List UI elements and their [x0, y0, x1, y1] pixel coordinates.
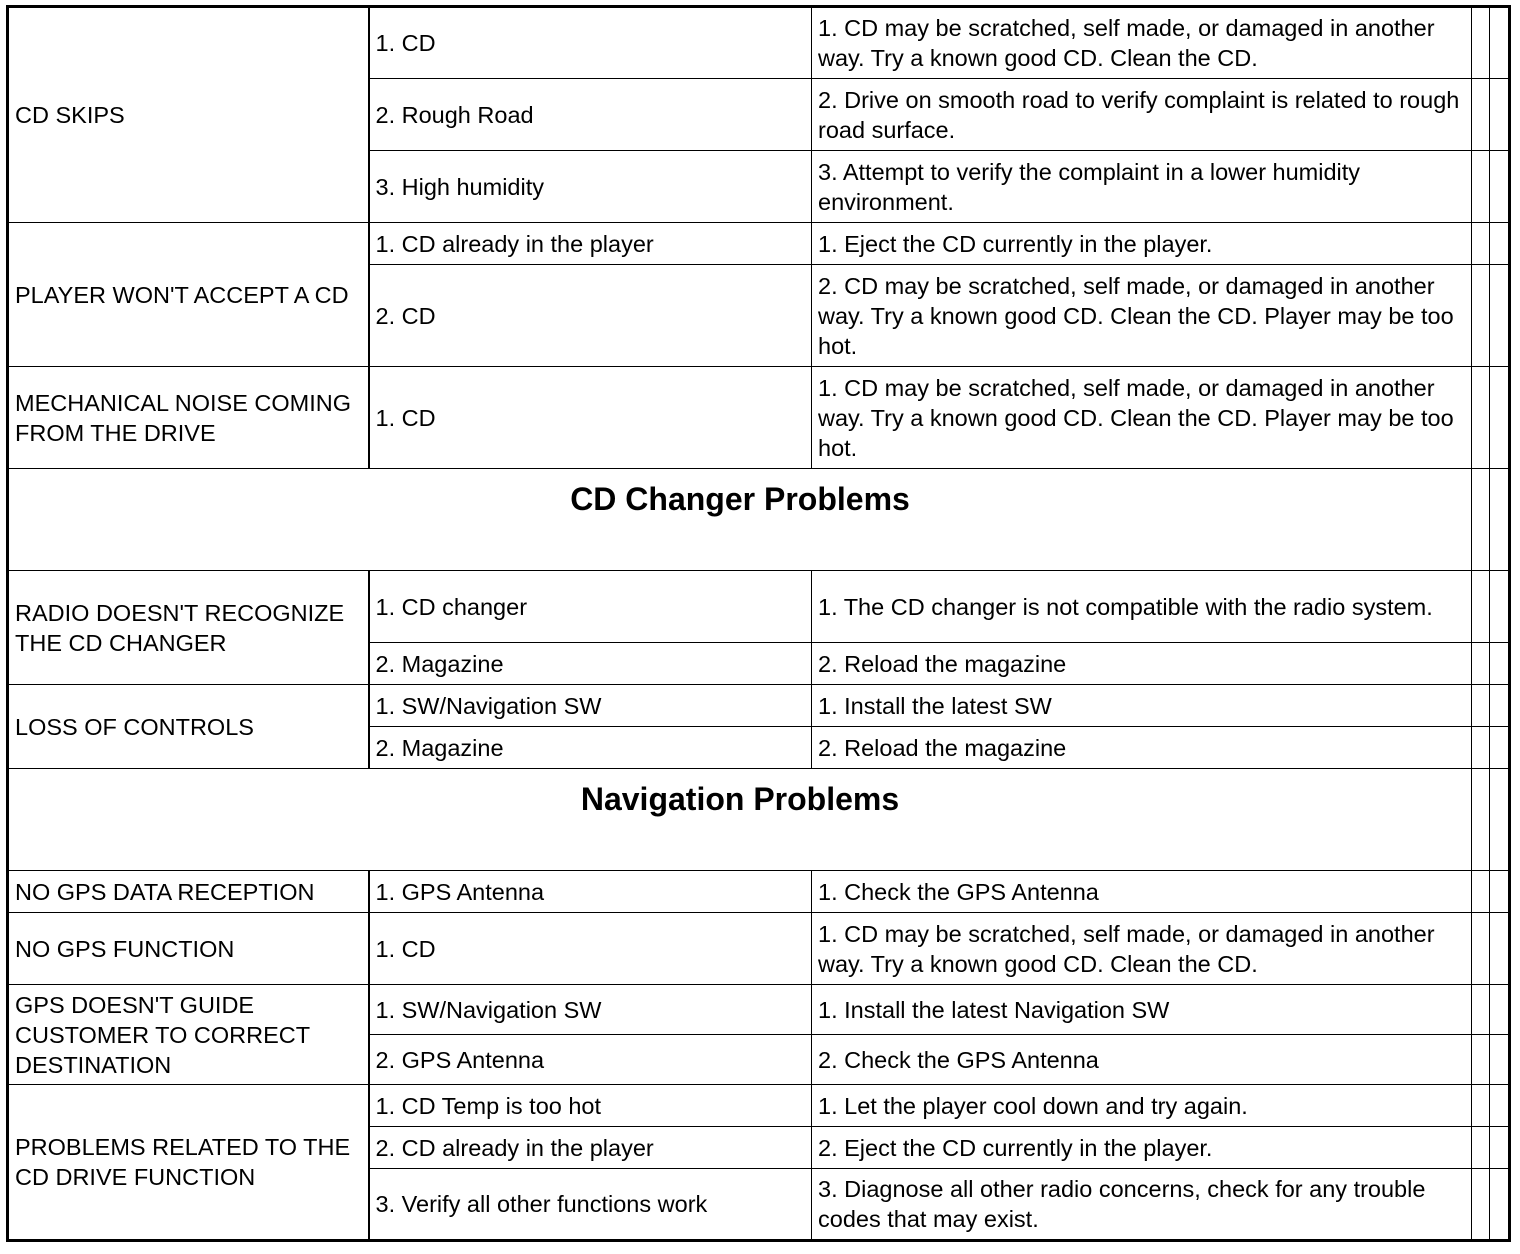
- tick-column-1: [1472, 913, 1490, 985]
- cause-cell: 2. Magazine: [369, 727, 812, 769]
- symptom-cell: NO GPS DATA RECEPTION: [8, 871, 369, 913]
- symptom-cell: GPS DOESN'T GUIDE CUSTOMER TO CORRECT DESTINATION: [8, 985, 369, 1085]
- troubleshooting-table: [6, 5, 1511, 1242]
- cause-cell: 3. High humidity: [369, 151, 812, 223]
- tick-column-2: [1490, 367, 1510, 469]
- action-cell: 1. CD may be scratched, self made, or damaged in another way. Try a known good CD. Clean the CD. Player may be too hot.: [812, 367, 1472, 469]
- tick-column-2: [1490, 7, 1510, 79]
- tick-column-2: [1490, 1035, 1510, 1085]
- tick-column-2: [1490, 1127, 1510, 1169]
- cause-cell: 1. GPS Antenna: [369, 871, 812, 913]
- tick-column-1: [1472, 151, 1490, 223]
- cause-cell: 1. CD already in the player: [369, 223, 812, 265]
- tick-column-1: [1472, 985, 1490, 1035]
- cause-cell: 2. Rough Road: [369, 79, 812, 151]
- tick-column-2: [1490, 985, 1510, 1035]
- troubleshooting-table-body: [8, 7, 1510, 1241]
- tick-column-2: [1490, 871, 1510, 913]
- tick-column-2: [1490, 643, 1510, 685]
- action-cell: 2. CD may be scratched, self made, or damaged in another way. Try a known good CD. Clean the CD. Player may be too hot.: [812, 265, 1472, 367]
- tick-column-1: [1472, 469, 1490, 571]
- action-cell: 2. Reload the magazine: [812, 727, 1472, 769]
- table-row: [8, 367, 1510, 469]
- tick-column-2: [1490, 1085, 1510, 1127]
- action-cell: 1. Let the player cool down and try again.: [812, 1085, 1472, 1127]
- tick-column-2: [1490, 79, 1510, 151]
- section-row: [8, 769, 1510, 871]
- cause-cell: 1. CD: [369, 7, 812, 79]
- section-row: [8, 469, 1510, 571]
- tick-column-1: [1472, 265, 1490, 367]
- cause-cell: 2. GPS Antenna: [369, 1035, 812, 1085]
- cause-cell: 1. CD Temp is too hot: [369, 1085, 812, 1127]
- action-cell: 1. Install the latest SW: [812, 685, 1472, 727]
- tick-column-1: [1472, 571, 1490, 643]
- table-row: [8, 223, 1510, 265]
- tick-column-1: [1472, 685, 1490, 727]
- table-row: [8, 913, 1510, 985]
- tick-column-1: [1472, 643, 1490, 685]
- tick-column-1: [1472, 1169, 1490, 1241]
- action-cell: 3. Diagnose all other radio concerns, check for any trouble codes that may exist.: [812, 1169, 1472, 1241]
- action-cell: 3. Attempt to verify the complaint in a lower humidity environment.: [812, 151, 1472, 223]
- symptom-cell: MECHANICAL NOISE COMING FROM THE DRIVE: [8, 367, 369, 469]
- action-cell: 2. Drive on smooth road to verify complaint is related to rough road surface.: [812, 79, 1472, 151]
- action-cell: 1. CD may be scratched, self made, or damaged in another way. Try a known good CD. Clean the CD.: [812, 913, 1472, 985]
- tick-column-2: [1490, 571, 1510, 643]
- cause-cell: 1. CD changer: [369, 571, 812, 643]
- cause-cell: 2. CD: [369, 265, 812, 367]
- action-cell: 1. Check the GPS Antenna: [812, 871, 1472, 913]
- tick-column-2: [1490, 223, 1510, 265]
- action-cell: 1. Install the latest Navigation SW: [812, 985, 1472, 1035]
- tick-column-1: [1472, 727, 1490, 769]
- tick-column-2: [1490, 727, 1510, 769]
- tick-column-1: [1472, 7, 1490, 79]
- symptom-cell: NO GPS FUNCTION: [8, 913, 369, 985]
- action-cell: 2. Check the GPS Antenna: [812, 1035, 1472, 1085]
- table-row: [8, 985, 1510, 1035]
- tick-column-1: [1472, 1085, 1490, 1127]
- tick-column-1: [1472, 1035, 1490, 1085]
- tick-column-2: [1490, 769, 1510, 871]
- tick-column-2: [1490, 151, 1510, 223]
- table-row: [8, 571, 1510, 643]
- section-heading: Navigation Problems: [8, 769, 1472, 871]
- tick-column-1: [1472, 769, 1490, 871]
- tick-column-1: [1472, 367, 1490, 469]
- tick-column-1: [1472, 223, 1490, 265]
- cause-cell: 1. SW/Navigation SW: [369, 685, 812, 727]
- cause-cell: 1. CD: [369, 913, 812, 985]
- tick-column-1: [1472, 871, 1490, 913]
- cause-cell: 2. Magazine: [369, 643, 812, 685]
- action-cell: 1. Eject the CD currently in the player.: [812, 223, 1472, 265]
- tick-column-2: [1490, 1169, 1510, 1241]
- table-row: [8, 1085, 1510, 1127]
- tick-column-2: [1490, 469, 1510, 571]
- table-row: [8, 685, 1510, 727]
- tick-column-2: [1490, 265, 1510, 367]
- symptom-cell: RADIO DOESN'T RECOGNIZE THE CD CHANGER: [8, 571, 369, 685]
- tick-column-2: [1490, 685, 1510, 727]
- action-cell: 1. The CD changer is not compatible with the radio system.: [812, 571, 1472, 643]
- table-row: [8, 871, 1510, 913]
- cause-cell: 2. CD already in the player: [369, 1127, 812, 1169]
- symptom-cell: CD SKIPS: [8, 7, 369, 223]
- table-row: [8, 7, 1510, 79]
- action-cell: 2. Eject the CD currently in the player.: [812, 1127, 1472, 1169]
- tick-column-1: [1472, 1127, 1490, 1169]
- symptom-cell: LOSS OF CONTROLS: [8, 685, 369, 769]
- action-cell: 2. Reload the magazine: [812, 643, 1472, 685]
- action-cell: 1. CD may be scratched, self made, or damaged in another way. Try a known good CD. Clean the CD.: [812, 7, 1472, 79]
- tick-column-1: [1472, 79, 1490, 151]
- cause-cell: 1. CD: [369, 367, 812, 469]
- symptom-cell: PROBLEMS RELATED TO THE CD DRIVE FUNCTION: [8, 1085, 369, 1241]
- cause-cell: 1. SW/Navigation SW: [369, 985, 812, 1035]
- section-heading: CD Changer Problems: [8, 469, 1472, 571]
- cause-cell: 3. Verify all other functions work: [369, 1169, 812, 1241]
- tick-column-2: [1490, 913, 1510, 985]
- symptom-cell: PLAYER WON'T ACCEPT A CD: [8, 223, 369, 367]
